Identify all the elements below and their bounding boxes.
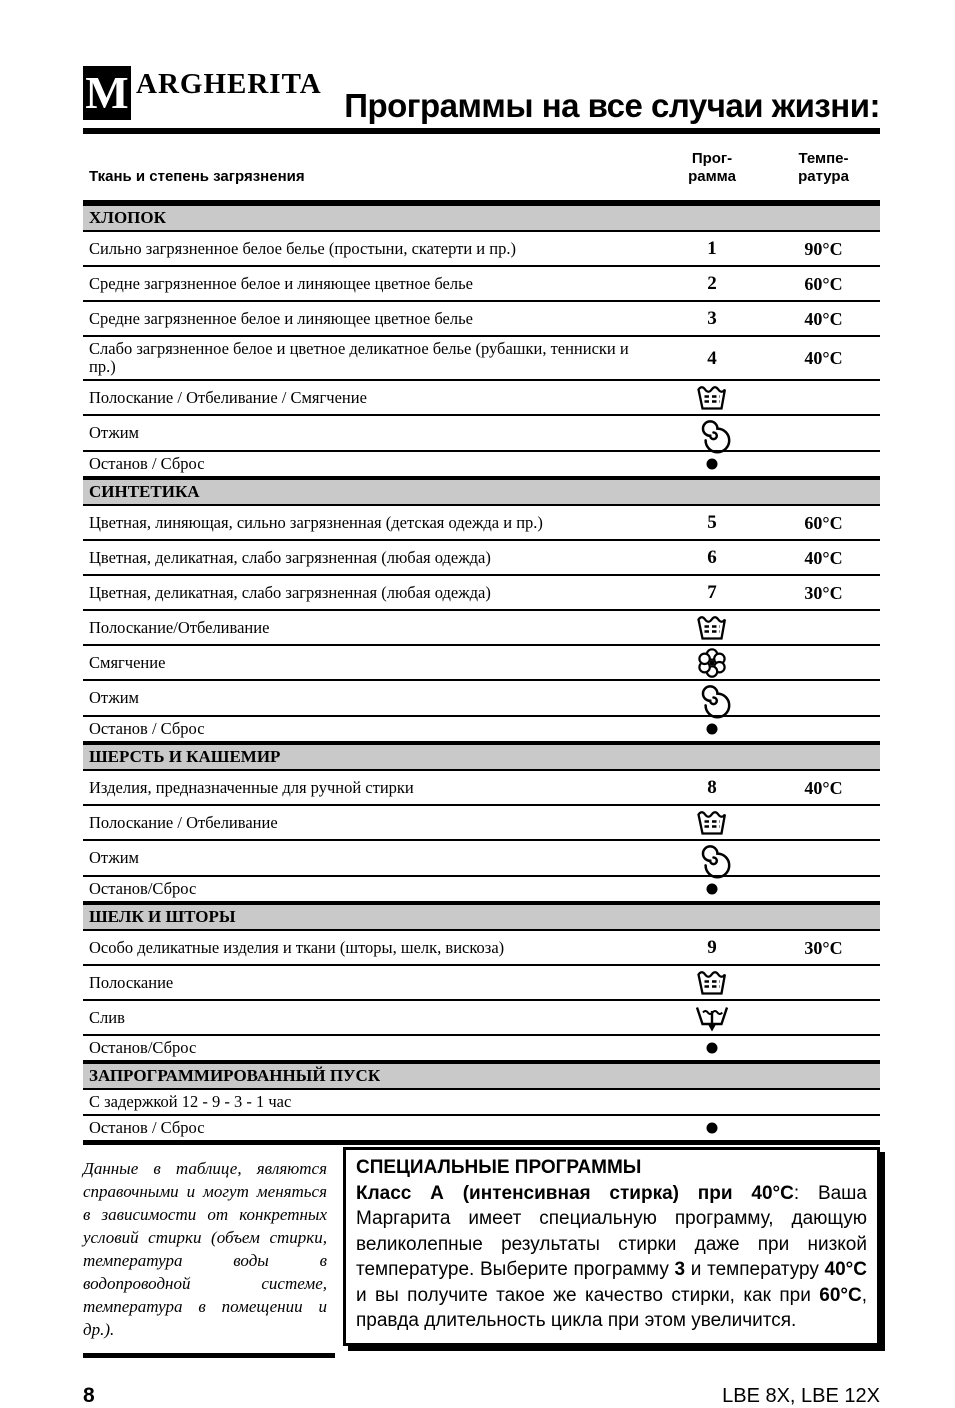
table-row xyxy=(83,931,880,966)
spin-icon xyxy=(696,416,728,450)
table-row xyxy=(83,506,880,541)
table-row xyxy=(83,302,880,337)
row-label: Цветная, линяющая, сильно загрязненная (детская одежда и пр.) xyxy=(89,512,543,532)
row-label: Цветная, деликатная, слабо загрязненная (любая одежда) xyxy=(89,582,491,602)
stop-icon xyxy=(705,1041,719,1055)
program-cell xyxy=(657,778,767,797)
row-label: Останов / Сброс xyxy=(89,719,205,738)
table-row xyxy=(83,771,880,806)
spin-icon xyxy=(696,681,728,715)
column-header-program-line2: рамма xyxy=(688,168,736,185)
program-number: 7 xyxy=(707,582,717,603)
section-header: ШЕРСТЬ И КАШЕМИР xyxy=(83,743,880,771)
rinse-icon xyxy=(695,383,729,413)
program-cell xyxy=(657,647,767,679)
temperature: 90°C xyxy=(804,238,843,259)
section-header: ШЕЛК И ШТОРЫ xyxy=(83,903,880,931)
program-cell xyxy=(657,239,767,258)
row-label: Полоскание / Отбеливание / Смягчение xyxy=(89,387,367,407)
special-programs-box xyxy=(343,1147,880,1346)
stop-icon xyxy=(705,882,719,896)
table-row xyxy=(83,452,880,478)
table-row xyxy=(83,267,880,302)
row-label: Останов/Сброс xyxy=(89,879,197,898)
stop-icon xyxy=(705,457,719,471)
temperature: 30°C xyxy=(804,582,843,603)
softener-icon xyxy=(696,647,728,679)
program-cell xyxy=(657,349,767,368)
program-number: 8 xyxy=(707,777,717,798)
rinse-icon xyxy=(695,613,729,643)
program-cell xyxy=(657,583,767,602)
table-note: Данные в таблице, являются справочными и могут меняться в зависимости от конкретных условий стирки (объем стирки, температура воды в водопроводной системе, температура в помещении и др.). xyxy=(83,1147,335,1358)
stop-icon xyxy=(705,1121,719,1135)
program-number: 6 xyxy=(707,547,717,568)
program-cell xyxy=(657,383,767,413)
program-cell xyxy=(657,513,767,532)
row-label: Отжим xyxy=(89,688,139,707)
table-row xyxy=(83,646,880,681)
row-label: Сильно загрязненное белое белье (простыни, скатерти и пр.) xyxy=(89,238,516,258)
program-cell xyxy=(657,882,767,896)
program-number: 2 xyxy=(707,273,717,294)
temperature: 40°C xyxy=(804,777,843,798)
rinse-icon xyxy=(695,968,729,998)
temperature: 40°C xyxy=(804,308,843,329)
margherita-logo xyxy=(83,66,322,120)
row-label: Цветная, деликатная, слабо загрязненная (любая одежда) xyxy=(89,547,491,567)
program-cell xyxy=(657,841,767,875)
column-header-fabric: Ткань и степень загрязнения xyxy=(89,168,305,185)
row-label: Полоскание xyxy=(89,972,174,992)
program-cell xyxy=(657,968,767,998)
table-row xyxy=(83,1036,880,1062)
column-header-temperature-line1: Темпе- xyxy=(798,150,849,167)
row-label: Смягчение xyxy=(89,652,166,672)
program-number: 5 xyxy=(707,512,717,533)
program-number: 1 xyxy=(707,238,717,259)
row-label: Слив xyxy=(89,1007,125,1027)
model-code: LBE 8X, LBE 12X xyxy=(722,1385,880,1407)
row-label: Отжим xyxy=(89,423,139,442)
table-row xyxy=(83,681,880,717)
row-label: Останов/Сброс xyxy=(89,1038,197,1057)
special-programs-title: СПЕЦИАЛЬНЫЕ ПРОГРАММЫ xyxy=(356,1157,642,1178)
section-header: ХЛОПОК xyxy=(83,204,880,232)
logo-text: ARGHERITA xyxy=(136,68,322,100)
program-number: 4 xyxy=(707,347,717,369)
temperature: 60°C xyxy=(804,512,843,533)
row-label: С задержкой 12 - 9 - 3 - 1 час xyxy=(89,1092,292,1111)
header-rule xyxy=(83,128,880,134)
rinse-icon xyxy=(695,808,729,838)
table-row xyxy=(83,611,880,646)
spin-icon xyxy=(696,841,728,875)
table-row xyxy=(83,576,880,611)
special-programs-text: Класс А (интенсивная стирка) при 40°С: Ваша Маргарита имеет специальную программу, дающую великолепные результаты стирки даже при низкой температуре. Выберите программу 3 и температуру 40°С и вы получите такое же качество стирки, как при 60°С, правда длительность цикла при этом увеличится. xyxy=(356,1182,867,1331)
page-number: 8 xyxy=(83,1384,95,1407)
program-number: 3 xyxy=(707,308,717,329)
program-cell xyxy=(657,309,767,328)
table-row xyxy=(83,381,880,416)
row-label: Останов / Сброс xyxy=(89,454,205,473)
temperature: 60°C xyxy=(804,273,843,294)
column-header-program xyxy=(657,150,767,186)
program-cell xyxy=(657,274,767,293)
table-row xyxy=(83,541,880,576)
table-row xyxy=(83,1090,880,1116)
table-row xyxy=(83,966,880,1001)
temperature: 40°C xyxy=(804,547,843,568)
row-label: Средне загрязненное белое и линяющее цветное белье xyxy=(89,273,473,293)
drain-icon xyxy=(694,1003,730,1033)
table-column-headers xyxy=(83,150,880,186)
program-table xyxy=(83,200,880,1145)
table-row xyxy=(83,232,880,267)
program-cell xyxy=(657,416,767,450)
table-row xyxy=(83,337,880,381)
stop-icon xyxy=(705,722,719,736)
page-footer xyxy=(83,1384,880,1408)
program-cell xyxy=(657,1003,767,1033)
program-cell xyxy=(657,938,767,957)
program-cell xyxy=(657,808,767,838)
section-header: СИНТЕТИКА xyxy=(83,478,880,506)
program-cell xyxy=(657,1041,767,1055)
column-header-temperature xyxy=(767,150,880,186)
page-header xyxy=(83,66,880,124)
table-row xyxy=(83,877,880,903)
program-cell xyxy=(657,548,767,567)
row-label: Отжим xyxy=(89,848,139,867)
table-row xyxy=(83,717,880,743)
program-number: 9 xyxy=(707,937,717,958)
row-label: Полоскание / Отбеливание xyxy=(89,812,278,832)
temperature: 40°C xyxy=(804,348,843,368)
row-label: Средне загрязненное белое и линяющее цветное белье xyxy=(89,308,473,328)
program-cell xyxy=(657,457,767,471)
program-cell xyxy=(657,613,767,643)
section-header: ЗАПРОГРАММИРОВАННЫЙ ПУСК xyxy=(83,1062,880,1090)
logo-m-mark: M xyxy=(83,66,131,120)
table-row xyxy=(83,1001,880,1036)
row-label: Особо деликатные изделия и ткани (шторы, шелк, вискоза) xyxy=(89,937,505,957)
program-cell xyxy=(657,722,767,736)
page-title: Программы на все случаи жизни: xyxy=(344,87,880,124)
table-row xyxy=(83,806,880,841)
column-header-temperature-line2: ратура xyxy=(798,168,849,185)
bottom-section xyxy=(83,1147,880,1358)
table-row xyxy=(83,841,880,877)
row-label: Слабо загрязненное белое и цветное деликатное белье (рубашки, тенниски и пр.) xyxy=(89,339,629,376)
program-cell xyxy=(657,1121,767,1135)
temperature: 30°C xyxy=(804,937,843,958)
program-cell xyxy=(657,681,767,715)
row-label: Останов / Сброс xyxy=(89,1118,205,1137)
column-header-program-line1: Прог- xyxy=(691,150,733,167)
row-label: Изделия, предназначенные для ручной стирки xyxy=(89,777,414,797)
table-row xyxy=(83,1116,880,1140)
row-label: Полоскание/Отбеливание xyxy=(89,617,270,637)
table-row xyxy=(83,416,880,452)
